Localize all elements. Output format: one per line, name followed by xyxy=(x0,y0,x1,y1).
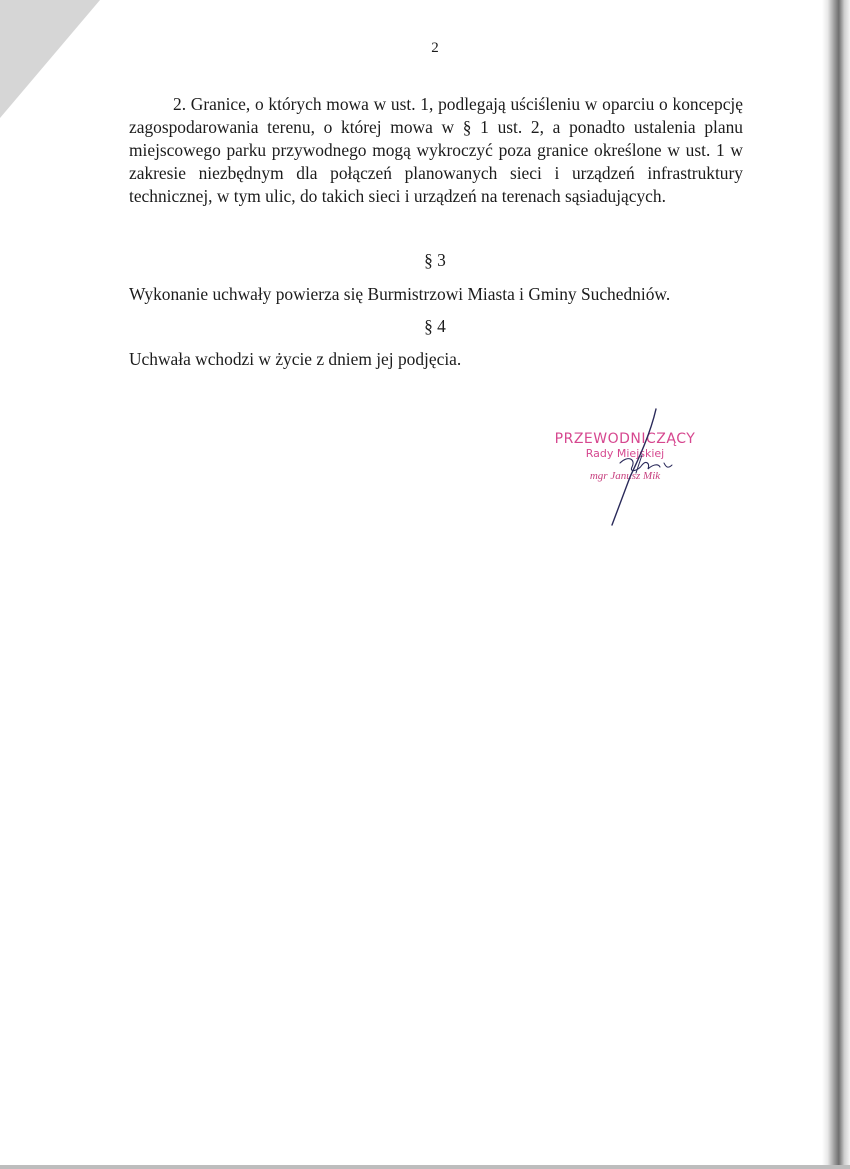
stamp-title: PRZEWODNICZĄCY xyxy=(554,431,696,447)
scan-edge-right xyxy=(822,0,850,1169)
section-4-heading: § 4 xyxy=(424,316,446,336)
section-3-text: Wykonanie uchwały powierza się Burmistrzowi Miasta i Gminy Suchedniów. xyxy=(129,284,671,304)
section-4-text: Uchwała wchodzi w życie z dniem jej podjęcia. xyxy=(129,349,462,369)
scan-edge-bottom xyxy=(0,1165,850,1169)
stamp-subtitle: Rady Miejskiej xyxy=(585,447,665,460)
page-number: 2 xyxy=(431,40,439,56)
handwritten-signature-icon xyxy=(580,405,690,530)
folded-corner xyxy=(0,0,100,118)
stamp-name: mgr Janusz Mik xyxy=(589,470,661,482)
section-3-heading: § 3 xyxy=(424,250,446,270)
paragraph-2: 2. Granice, o których mowa w ust. 1, podlegają uściśleniu w oparciu o koncepcję zagospodarowania terenu, o której mowa w § 1 ust. 2, a ponadto ustalenia planu miejscowego parku przywodnego mogą wykroczyć poza granice określone w ust. 1 w zakresie niezbędnym dla połączeń planowanych sieci i urządzeń infrastruktury technicznej, w tym ulic, do takich sieci i urządzeń na terenach sąsiadujących. xyxy=(129,94,743,206)
